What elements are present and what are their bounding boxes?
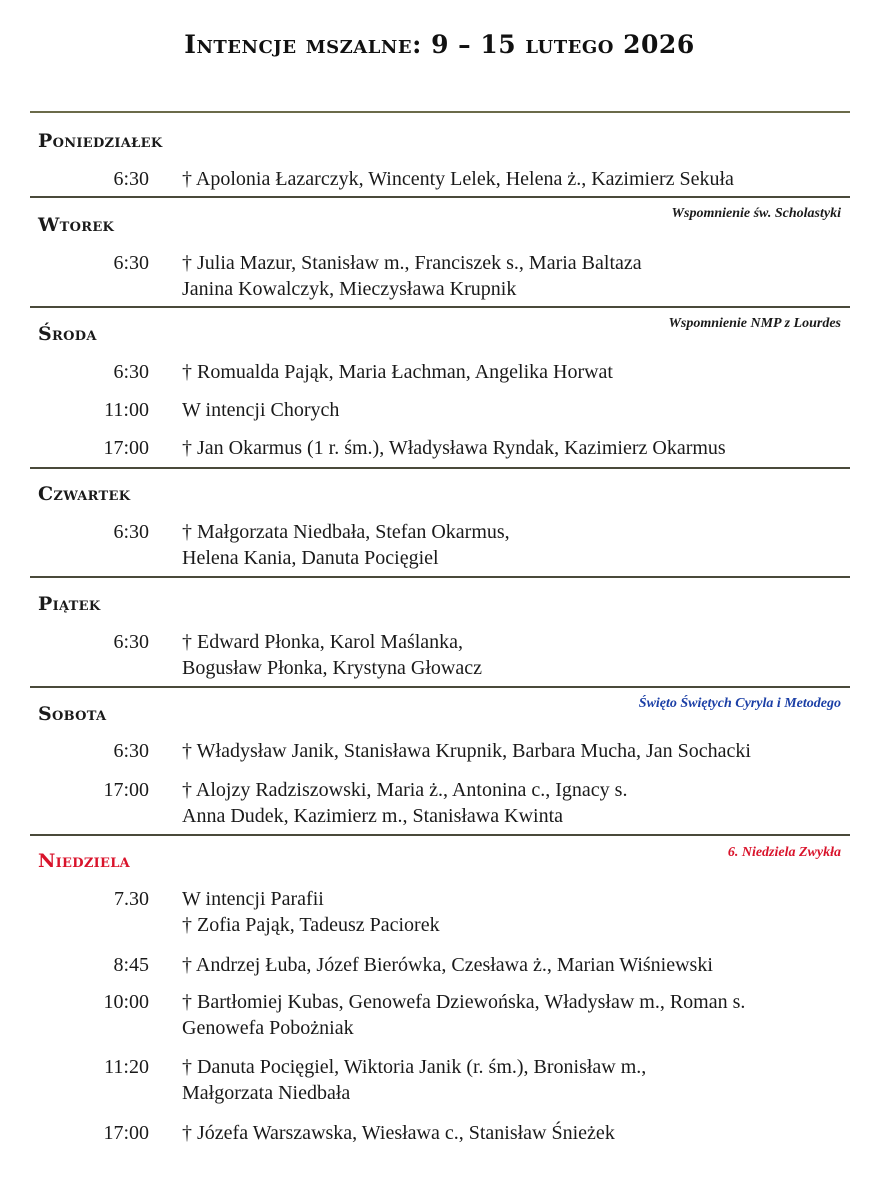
day-divider — [30, 576, 850, 578]
day-divider — [30, 467, 850, 469]
title-year: 2026 — [623, 30, 695, 59]
day-divider — [30, 686, 850, 688]
mass-time: 17:00 — [103, 437, 149, 459]
mass-time: 11:20 — [104, 1056, 149, 1078]
day-note-sunday: 6. Niedziela Zwykła — [727, 845, 841, 860]
mass-intention: † Alojzy Radziszowski, Maria ż., Antonina c., Ignacy s. Anna Dudek, Kazimierz m., Stanisława Kwinta — [182, 779, 628, 827]
mass-intention: W intencji Chorych — [182, 399, 340, 421]
day-heading-wednesday: Środa — [38, 323, 97, 345]
mass-intention: † Małgorzata Niedbała, Stefan Okarmus, Helena Kania, Danuta Pocięgiel — [182, 521, 510, 569]
mass-time: 10:00 — [103, 991, 149, 1013]
mass-time: 7.30 — [114, 888, 149, 910]
top-divider — [30, 111, 850, 113]
day-divider — [30, 306, 850, 308]
mass-time: 8:45 — [113, 954, 149, 976]
mass-time: 17:00 — [103, 779, 149, 801]
mass-time: 6:30 — [113, 361, 149, 383]
mass-intention: † Józefa Warszawska, Wiesława c., Stanisław Śnieżek — [182, 1122, 615, 1144]
mass-intention: † Romualda Pająk, Maria Łachman, Angelika Horwat — [182, 361, 613, 383]
day-heading-friday: Piątek — [38, 593, 101, 615]
day-heading-saturday: Sobota — [38, 703, 107, 725]
mass-intention: † Danuta Pocięgiel, Wiktoria Janik (r. śm.), Bronisław m., Małgorzata Niedbała — [182, 1056, 647, 1104]
mass-intention: W intencji Parafii † Zofia Pająk, Tadeusz Paciorek — [182, 888, 440, 936]
mass-intention: † Julia Mazur, Stanisław m., Franciszek s., Maria Baltaza Janina Kowalczyk, Mieczysława Krupnik — [182, 252, 642, 300]
mass-intention: † Andrzej Łuba, Józef Bierówka, Czesława ż., Marian Wiśniewski — [182, 954, 713, 976]
day-note-tuesday: Wspomnienie św. Scholastyki — [671, 206, 841, 221]
day-heading-tuesday: Wtorek — [38, 214, 115, 236]
day-divider — [30, 196, 850, 198]
mass-time: 6:30 — [113, 521, 149, 543]
mass-time: 6:30 — [113, 740, 149, 762]
title-prefix: Intencje mszalne: — [184, 30, 422, 59]
mass-time: 6:30 — [113, 168, 149, 190]
day-heading-monday: Poniedziałek — [38, 130, 163, 152]
mass-time: 6:30 — [113, 631, 149, 653]
day-divider — [30, 834, 850, 836]
day-heading-thursday: Czwartek — [38, 483, 131, 505]
page-title — [0, 30, 879, 59]
mass-intention: † Władysław Janik, Stanisława Krupnik, Barbara Mucha, Jan Sochacki — [182, 740, 751, 762]
mass-intention: † Apolonia Łazarczyk, Wincenty Lelek, Helena ż., Kazimierz Sekuła — [182, 168, 734, 190]
day-note-saturday: Święto Świętych Cyryla i Metodego — [638, 696, 841, 711]
mass-intention: † Jan Okarmus (1 r. śm.), Władysława Ryndak, Kazimierz Okarmus — [182, 437, 726, 459]
mass-time: 17:00 — [103, 1122, 149, 1144]
title-range: 9 – 15 — [431, 30, 517, 59]
day-note-wednesday: Wspomnienie NMP z Lourdes — [668, 316, 841, 331]
mass-time: 6:30 — [113, 252, 149, 274]
day-heading-sunday: Niedziela — [38, 850, 131, 872]
mass-time: 11:00 — [104, 399, 149, 421]
title-month: lutego — [525, 30, 614, 59]
mass-intention: † Edward Płonka, Karol Maślanka, Bogusław Płonka, Krystyna Głowacz — [182, 631, 482, 679]
mass-intention: † Bartłomiej Kubas, Genowefa Dziewońska, Władysław m., Roman s. Genowefa Pobożniak — [182, 991, 746, 1039]
